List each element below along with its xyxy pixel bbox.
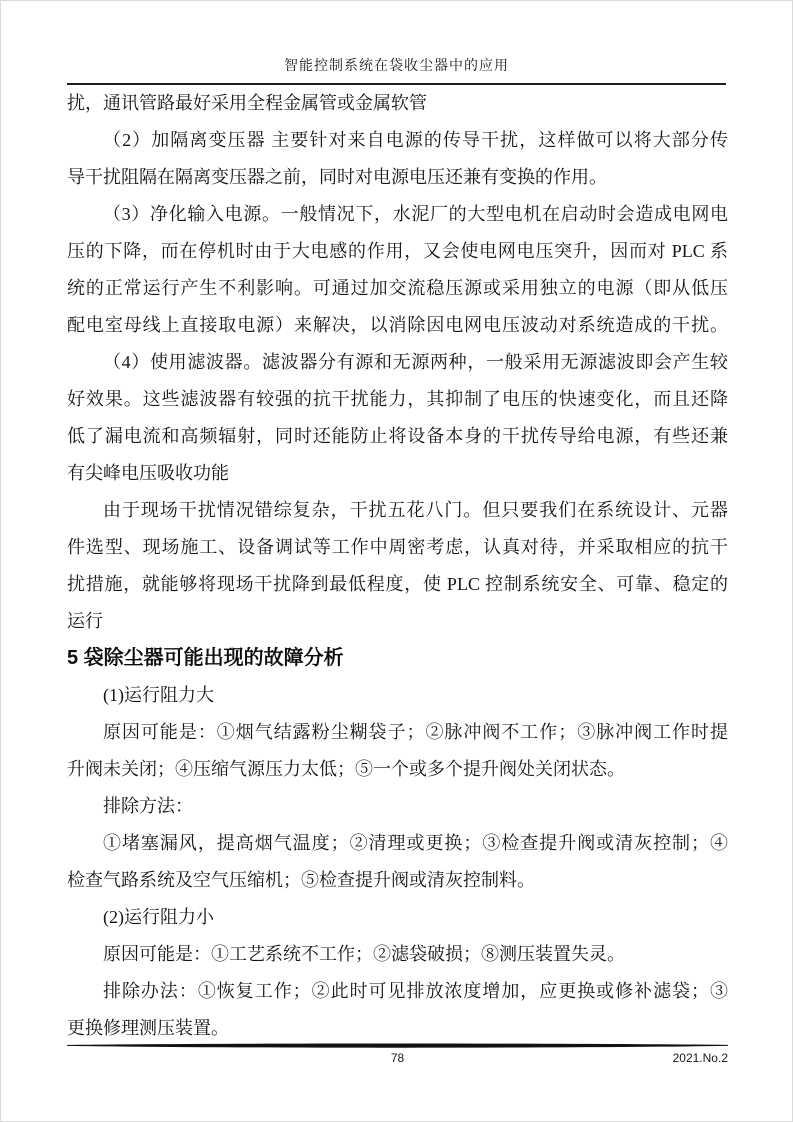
- body-line: 升阀未关闭；④压缩气源压力太低；⑤一个或多个提升阀处关闭状态。: [67, 759, 625, 779]
- body-line: 扰，通讯管路最好采用全程金属管或金属软管: [67, 93, 427, 113]
- page-header: [67, 1, 726, 85]
- body-line: 原因可能是：①烟气结露粉尘糊袋子；②脉冲阀不工作；③脉冲阀工作时提: [103, 722, 728, 742]
- body-line: 运行: [67, 611, 103, 631]
- running-title: 智能控制系统在袋收尘器中的应用: [284, 59, 509, 74]
- body-line: ①堵塞漏风，提高烟气温度；②清理或更换；③检查提升阀或清灰控制；④: [103, 833, 728, 853]
- body-line: (1)运行阻力大: [103, 685, 214, 705]
- page-number: 78: [390, 1051, 405, 1065]
- body-line: 由于现场干扰情况错综复杂，干扰五花八门。但只要我们在系统设计、元器: [103, 500, 728, 520]
- body-line: （2）加隔离变压器 主要针对来自电源的传导干扰，这样做可以将大部分传: [103, 130, 728, 150]
- section-heading: 5 袋除尘器可能出现的故障分析: [67, 647, 344, 669]
- body-line: 好效果。这些滤波器有较强的抗干扰能力，其抑制了电压的快速变化，而且还降: [67, 389, 728, 409]
- body-line: 排除方法：: [103, 796, 193, 816]
- body-line: 件选型、现场施工、设备调试等工作中周密考虑，认真对待，并采取相应的抗干: [67, 537, 728, 557]
- body-line: （3）净化输入电源。一般情况下，水泥厂的大型电机在启动时会造成电网电: [103, 204, 728, 224]
- body-line: 低了漏电流和高频辐射，同时还能防止将设备本身的干扰传导给电源，有些还兼: [67, 426, 728, 446]
- body-line: 扰措施，就能够将现场干扰降到最低程度，使 PLC 控制系统安全、可靠、稳定的: [67, 574, 728, 594]
- body-line: （4）使用滤波器。滤波器分有源和无源两种，一般采用无源滤波即会产生较: [103, 352, 728, 372]
- body-line: 检查气路系统及空气压缩机；⑤检查提升阀或清灰控制料。: [67, 870, 535, 890]
- body-line: 有尖峰电压吸收功能: [67, 463, 229, 483]
- body-line: 更换修理测压装置。: [67, 1018, 229, 1038]
- body-line: (2)运行阻力小: [103, 907, 214, 927]
- footer-divider-rule: [67, 1042, 728, 1049]
- body-line: 导干扰阻隔在隔离变压器之前，同时对电源电压还兼有变换的作用。: [67, 167, 607, 187]
- page-footer: [67, 1042, 728, 1067]
- body-line: 原因可能是：①工艺系统不工作；②滤袋破损；⑧测压装置失灵。: [103, 944, 625, 964]
- body-line: 配电室母线上直接取电源）来解决，以消除因电网电压波动对系统造成的干扰。: [67, 315, 728, 335]
- body-line: 排除办法：①恢复工作；②此时可见排放浓度增加，应更换或修补滤袋；③: [103, 981, 728, 1001]
- issue-number: 2021.No.2: [672, 1051, 728, 1065]
- body-line: 压的下降，而在停机时由于大电感的作用，又会使电网电压突升，因而对 PLC 系: [67, 241, 728, 261]
- document-body: [67, 85, 728, 1047]
- footer-text-row: [67, 1049, 728, 1067]
- body-line: 统的正常运行产生不利影响。可通过加交流稳压源或采用独立的电源（即从低压: [67, 278, 728, 298]
